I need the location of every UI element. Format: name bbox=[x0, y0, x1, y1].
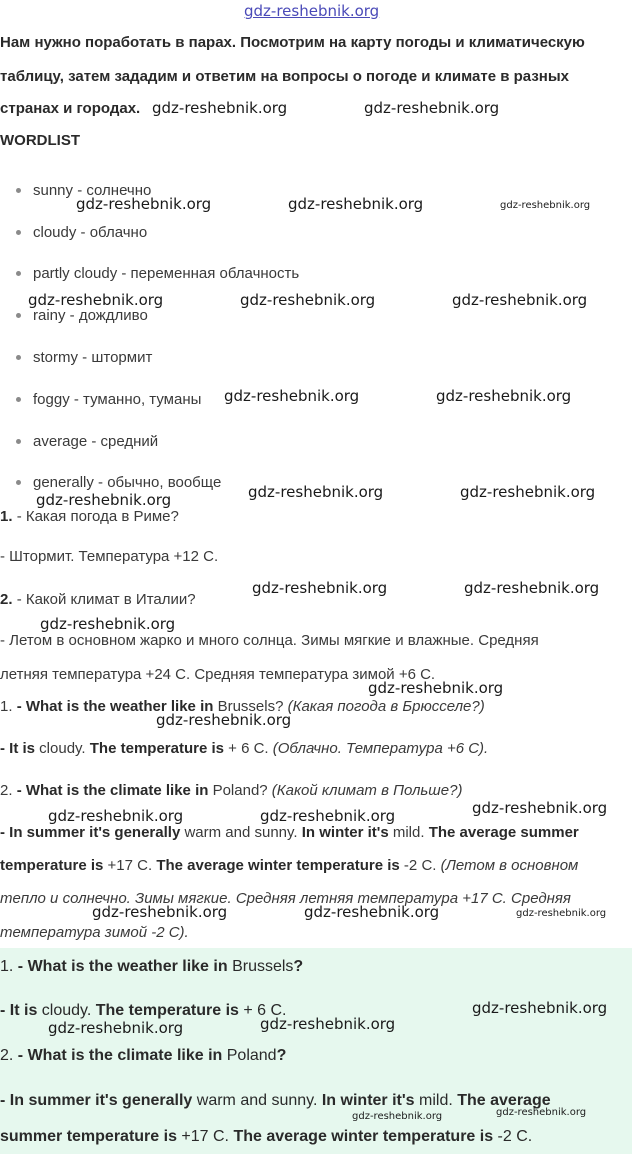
en-answer-2-translation-line-2: тепло и солнечно. Зимы мягкие. Средняя летняя температура +17 С. Средняя bbox=[0, 890, 571, 907]
en-answer-2-line-1: - In summer it's generally warm and sunny. In winter it's mild. The average summer bbox=[0, 824, 579, 841]
bullet-icon bbox=[16, 480, 21, 485]
watermark: gdz-reshebnik.org bbox=[76, 195, 212, 213]
watermark: gdz-reshebnik.org bbox=[464, 579, 600, 597]
watermark: gdz-reshebnik.org bbox=[364, 99, 500, 117]
watermark: gdz-reshebnik.org bbox=[452, 291, 588, 309]
intro-line-2: таблицу, затем зададим и ответим на вопросы о погоде и климате в разных bbox=[0, 68, 569, 85]
list-item: cloudy - облачно bbox=[16, 224, 147, 241]
answer-2-line-2: летняя температура +24 С. Средняя температура зимой +6 С. bbox=[0, 666, 436, 683]
watermark: gdz-reshebnik.org bbox=[252, 579, 388, 597]
watermark: gdz-reshebnik.org bbox=[224, 387, 360, 405]
watermark: gdz-reshebnik.org bbox=[472, 999, 608, 1017]
bullet-icon bbox=[16, 230, 21, 235]
watermark: gdz-reshebnik.org bbox=[472, 799, 608, 817]
watermark: gdz-reshebnik.org bbox=[288, 195, 424, 213]
watermark: gdz-reshebnik.org bbox=[368, 679, 504, 697]
list-item: foggy - туманно, туманы bbox=[16, 391, 201, 408]
list-item: stormy - штормит bbox=[16, 349, 152, 366]
watermark: gdz-reshebnik.org bbox=[240, 291, 376, 309]
watermark: gdz-reshebnik.org bbox=[352, 1111, 443, 1122]
box-question-2: 2. - What is the climate like in Poland? bbox=[0, 1047, 287, 1064]
bullet-icon bbox=[16, 355, 21, 360]
en-answer-1: - It is cloudy. The temperature is + 6 С. (Облачно. Температура +6 С). bbox=[0, 740, 489, 757]
watermark: gdz-reshebnik.org bbox=[260, 1015, 396, 1033]
intro-line-3: странах и городах. bbox=[0, 100, 141, 117]
watermark: gdz-reshebnik.org bbox=[48, 807, 184, 825]
box-answer-2-line-1: - In summer it's generally warm and sunny. In winter it's mild. The average bbox=[0, 1092, 551, 1109]
list-item: partly cloudy - переменная облачность bbox=[16, 265, 299, 282]
watermark: gdz-reshebnik.org bbox=[460, 483, 596, 501]
watermark-top[interactable]: gdz-reshebnik.org bbox=[244, 2, 380, 20]
watermark: gdz-reshebnik.org bbox=[496, 1107, 587, 1118]
box-question-1: 1. - What is the weather like in Brussels? bbox=[0, 958, 304, 975]
wordlist-title: WORDLIST bbox=[0, 132, 80, 149]
list-item: generally - обычно, вообще bbox=[16, 474, 221, 491]
watermark: gdz-reshebnik.org bbox=[248, 483, 384, 501]
en-answer-2-line-2: temperature is +17 С. The average winter temperature is -2 С. (Летом в основном bbox=[0, 857, 579, 874]
list-item: average - средний bbox=[16, 433, 158, 450]
watermark: gdz-reshebnik.org bbox=[516, 908, 607, 919]
watermark: gdz-reshebnik.org bbox=[36, 491, 172, 509]
en-answer-2-translation-line-3: температура зимой -2 С). bbox=[0, 924, 189, 941]
watermark: gdz-reshebnik.org bbox=[500, 200, 591, 211]
question-1: 1. - Какая погода в Риме? bbox=[0, 508, 179, 525]
bullet-icon bbox=[16, 313, 21, 318]
intro-line-1: Нам нужно поработать в парах. Посмотрим на карту погоды и климатическую bbox=[0, 34, 585, 51]
watermark: gdz-reshebnik.org bbox=[260, 807, 396, 825]
box-answer-1: - It is cloudy. The temperature is + 6 С. bbox=[0, 1002, 287, 1019]
watermark: gdz-reshebnik.org bbox=[152, 99, 288, 117]
watermark: gdz-reshebnik.org bbox=[156, 711, 292, 729]
answer-1: - Штормит. Температура +12 С. bbox=[0, 548, 219, 565]
list-item: rainy - дождливо bbox=[16, 307, 148, 324]
question-2: 2. - Какой климат в Италии? bbox=[0, 591, 196, 608]
bullet-icon bbox=[16, 188, 21, 193]
watermark: gdz-reshebnik.org bbox=[48, 1019, 184, 1037]
en-question-2: 2. - What is the climate like in Poland? (Какой климат в Польше?) bbox=[0, 782, 463, 799]
watermark: gdz-reshebnik.org bbox=[40, 615, 176, 633]
box-answer-2-line-2: summer temperature is +17 С. The average winter temperature is -2 С. bbox=[0, 1128, 533, 1145]
list-item: sunny - солнечно bbox=[16, 182, 151, 199]
answer-2-line-1: - Летом в основном жарко и много солнца. Зимы мягкие и влажные. Средняя bbox=[0, 632, 539, 649]
bullet-icon bbox=[16, 439, 21, 444]
watermark: gdz-reshebnik.org bbox=[436, 387, 572, 405]
watermark: gdz-reshebnik.org bbox=[92, 903, 228, 921]
watermark: gdz-reshebnik.org bbox=[28, 291, 164, 309]
watermark: gdz-reshebnik.org bbox=[304, 903, 440, 921]
en-question-1: 1. - What is the weather like in Brussels? (Какая погода в Брюсселе?) bbox=[0, 698, 485, 715]
bullet-icon bbox=[16, 397, 21, 402]
bullet-icon bbox=[16, 271, 21, 276]
